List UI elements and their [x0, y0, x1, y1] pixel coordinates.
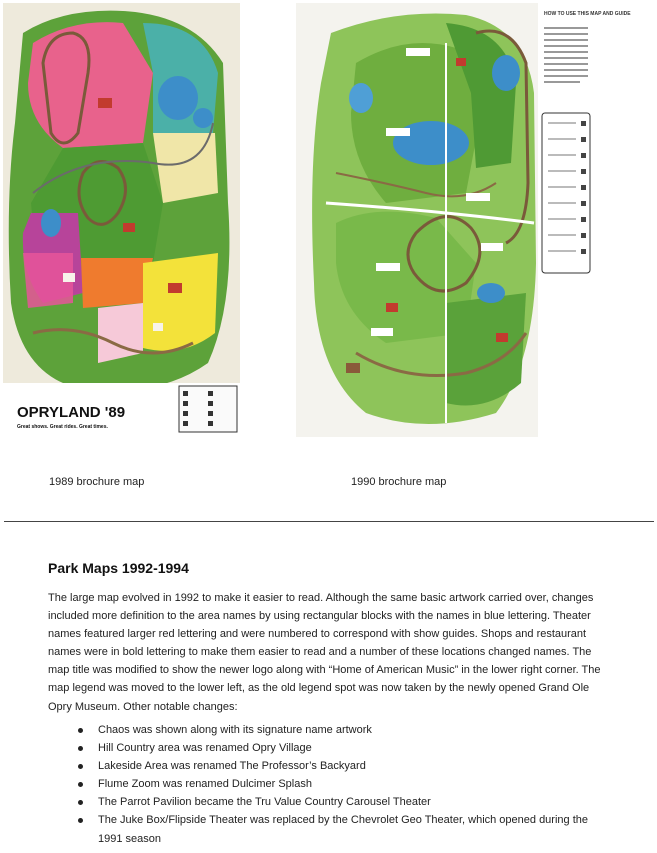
list-item — [48, 757, 614, 775]
bullet-icon — [78, 764, 83, 769]
map-1990-illustration — [296, 3, 631, 437]
bullet-icon — [78, 746, 83, 751]
list-item — [48, 721, 614, 739]
list-item-text: Chaos was shown along with its signature name artwork — [98, 724, 372, 736]
list-item-text: Lakeside Area was renamed The Professor’s Backyard — [98, 760, 366, 773]
list-item-text: The Juke Box/Flipside Theater was replaced by the Chevrolet Geo Theater, which opened during the 1991 season — [98, 814, 588, 845]
section-heading: Park Maps 1992-1994 — [48, 560, 189, 576]
map-1989-illustration — [3, 3, 240, 437]
map-1989-caption: 1989 brochure map — [49, 476, 145, 488]
changes-list — [48, 721, 614, 848]
list-item — [48, 793, 614, 811]
map-1989-title: OPRYLAND '89 — [17, 404, 126, 421]
list-item — [48, 775, 614, 793]
list-item-text: Hill Country area was renamed Opry Village — [98, 742, 312, 755]
list-item — [48, 739, 614, 757]
bullet-icon — [78, 782, 83, 787]
map-1989-tagline: Great shows. Great rides. Great times. — [17, 424, 108, 430]
map-1990-guide-title: HOW TO USE THIS MAP AND GUIDE — [544, 11, 631, 17]
brochure-map-1989 — [3, 3, 240, 437]
bullet-icon — [78, 800, 83, 805]
list-item-text: The Parrot Pavilion became the Tru Value Country Carousel Theater — [98, 796, 431, 809]
list-item-text: Flume Zoom was renamed Dulcimer Splash — [98, 778, 312, 791]
map-1990-caption: 1990 brochure map — [351, 476, 447, 488]
bullet-icon — [78, 818, 83, 823]
list-item — [48, 811, 614, 847]
brochure-map-1990 — [296, 3, 631, 437]
section-divider — [4, 521, 654, 522]
section-paragraph: The large map evolved in 1992 to make it easier to read. Although the same basic artwork carried over, changes included more definition to the area names by using rectangular blocks with the names in blue lettering. Theater names featured larger red lettering and were numbered to correspond with show guides. Shops and restaurant names were in bold lettering to make them easier to read and a number of these locations changed names. The map title was modified to show the newer logo along with “Home of American Music” in the lower right corner. The map legend was moved to the lower left, as the old legend spot was now taken by the newly opened Grand Ole Opry Museum. Other notable changes: — [48, 592, 601, 713]
bullet-icon — [78, 728, 83, 733]
